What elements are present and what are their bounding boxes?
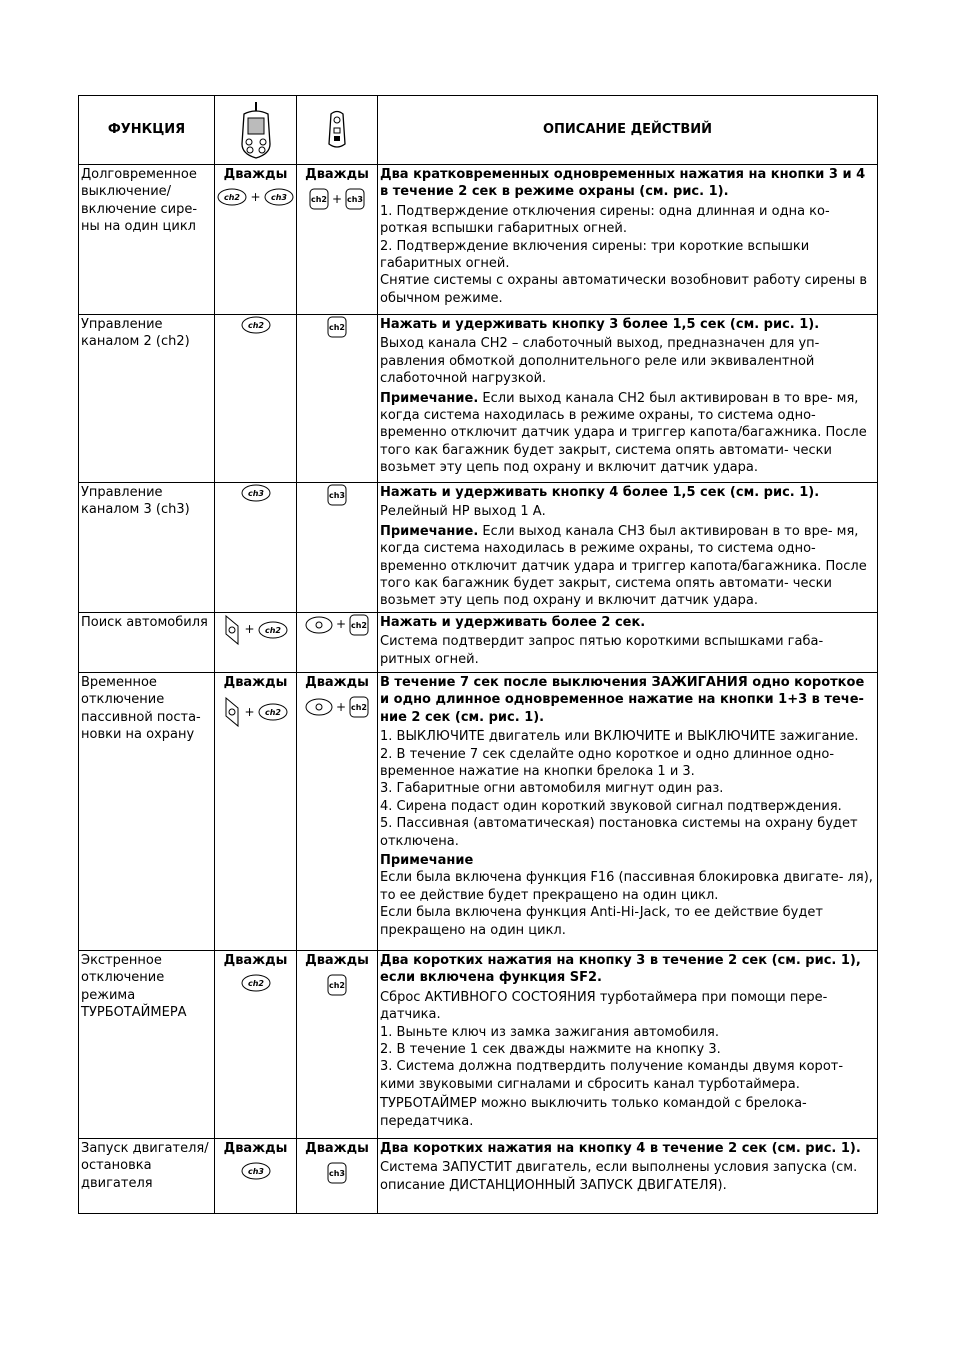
svg-text:ch2: ch2 <box>310 195 327 205</box>
twice-label: Дважды <box>305 675 369 690</box>
svg-text:ch2: ch2 <box>351 621 368 630</box>
svg-text:ch2: ch2 <box>328 981 346 991</box>
lock-button-icon <box>223 614 241 646</box>
description: В течение 7 сек после выключения ЗАЖИГАНИЯ одно короткое и одно длинное одновременное нажатие на кнопки 1+3 в тече- ние 2 сек (см. рис. 1). 1. ВЫКЛЮЧИТЕ двигатель или ВКЛЮЧИТЕ и ВЫКЛЮЧИТЕ зажигание. 2. В течение 7 сек сделайте одно короткое и одно длинное одно- временное нажатие на кнопки брелока 1 и 3. 3. Габаритные огни автомобиля мигнут один раз. 4. Сирена подаст один короткий звуковой сигнал подтверждения. 5. Пассивная (автоматическая) постановка системы на охрану будет отключена. Примечание Если была включена функция F16 (пассивная блокировка двигате- ля), то ее действие будет прекращено на один цикл. Если была включена функция Anti-Hi-Jack, то ее действие будет прекращено на один цикл. <box>378 673 878 951</box>
svg-text:ch2: ch2 <box>264 626 281 635</box>
svg-text:ch3: ch3 <box>347 195 364 205</box>
header-function: ФУНКЦИЯ <box>79 96 215 165</box>
svg-text:ch3: ch3 <box>328 1169 346 1179</box>
svg-text:ch2: ch2 <box>328 323 346 332</box>
ch3-oval-icon <box>264 188 294 206</box>
svg-text:ch3: ch3 <box>247 489 264 498</box>
lock-oval-icon <box>305 698 333 716</box>
ch3-oval-icon <box>241 484 271 502</box>
table-row <box>79 613 878 673</box>
ch2-oval-icon <box>258 703 288 721</box>
svg-text:ch2: ch2 <box>247 321 264 330</box>
remote-2-action <box>297 483 378 613</box>
header-description: ОПИСАНИЕ ДЕЙСТВИЙ <box>378 96 878 165</box>
ch3-square-icon <box>345 188 365 210</box>
description: Нажать и удерживать кнопку 3 более 1,5 сек (см. рис. 1). Выход канала СН2 – слаботочный выход, предназначен для уп- равления обмоткой дополнительного реле или эквивалентной слаботочной нагрузкой. Примечание. Если выход канала СН2 был активирован в то вре- мя, когда система находилась в режиме охраны, то система одно- временно отключит датчик удара и триггер капота/багажника. После того как багажник будет закрыт, система опять автомати- чески возьмет эту цепь под охрану и включит датчик удара. <box>378 315 878 483</box>
description: Два коротких нажатия на кнопку 3 в течение 2 сек (см. рис. 1), если включена функция SF2. Сброс АКТИВНОГО СОСТОЯНИЯ турботаймера при помощи пере- датчика. 1. Выньте ключ из замка зажигания автомобиля. 2. В течение 1 сек дважды нажмите на кнопку 3. 3. Система должна подтвердить получение команды двумя корот- кими звуковыми сигналами и сбросить канал турботаймера. ТУРБОТАЙМЕР можно выключить только командой с брелока- передатчика. <box>378 951 878 1139</box>
twice-label: Дважды <box>223 1141 288 1156</box>
remote-1-column <box>215 96 297 165</box>
table-row <box>79 951 878 1139</box>
table-row <box>79 165 878 315</box>
remote-1-action: + ch2 <box>215 613 297 673</box>
function-name: Управление каналом 2 (ch2) <box>79 315 215 483</box>
table-row <box>79 1139 878 1214</box>
table-header <box>79 96 878 165</box>
remote-2-action <box>297 315 378 483</box>
remote-2-action: + ch2 <box>297 613 378 673</box>
function-name: Поиск автомобиля <box>79 613 215 673</box>
svg-text:ch2: ch2 <box>224 193 241 203</box>
twice-label: Дважды <box>223 953 288 968</box>
ch2-square-icon <box>327 316 347 338</box>
ch3-oval-icon <box>241 1162 271 1180</box>
twice-label: Дважды <box>223 675 288 690</box>
remote-2-action: Дважды ch2 + ch3 <box>297 165 378 315</box>
svg-text:ch3: ch3 <box>247 1167 264 1177</box>
svg-text:ch2: ch2 <box>351 703 368 713</box>
ch2-square-icon <box>349 614 369 636</box>
ch2-square-icon <box>309 188 329 210</box>
twice-label: Дважды <box>305 167 369 182</box>
ch2-square-icon <box>349 696 369 718</box>
lock-oval-icon <box>305 616 333 634</box>
remote-1-action <box>215 315 297 483</box>
remote-2-action <box>297 951 378 1139</box>
ch2-oval-icon <box>241 316 271 334</box>
svg-text:ch3: ch3 <box>328 491 346 500</box>
remote-1-action <box>215 1139 297 1214</box>
table-row <box>79 673 878 951</box>
ch3-square-icon <box>327 484 347 506</box>
twice-label: Дважды <box>305 953 369 968</box>
remote-2-action: Дважды + ch2 <box>297 673 378 951</box>
table-row <box>79 315 878 483</box>
key-fob-icon <box>325 108 349 152</box>
remote-1-action <box>215 483 297 613</box>
twice-label: Дважды <box>305 1141 369 1156</box>
ch2-oval-icon <box>241 974 271 992</box>
table-row <box>79 483 878 613</box>
ch3-square-icon <box>327 1162 347 1184</box>
remote-1-action: Дважды ch2 + ch3 <box>215 165 297 315</box>
svg-text:ch2: ch2 <box>264 708 281 718</box>
function-name: Экстренное отключение режима ТУРБОТАЙМЕРА <box>79 951 215 1139</box>
remote-1-action <box>215 951 297 1139</box>
remote-2-column <box>297 96 378 165</box>
function-name: Запуск двигателя/ остановка двигателя <box>79 1139 215 1214</box>
svg-text:ch3: ch3 <box>270 193 287 203</box>
remote-2-action <box>297 1139 378 1214</box>
functions-table <box>78 95 878 1214</box>
ch2-oval-icon <box>258 621 288 639</box>
function-name: Управление каналом 3 (ch3) <box>79 483 215 613</box>
lock-button-icon <box>223 696 241 728</box>
remote-1-action: Дважды + ch2 <box>215 673 297 951</box>
twice-label: Дважды <box>223 167 288 182</box>
lcd-remote-icon <box>236 100 276 160</box>
function-name: Долговременное выключение/ включение сире- ны на один цикл <box>79 165 215 315</box>
description: Нажать и удерживать кнопку 4 более 1,5 сек (см. рис. 1). Релейный НР выход 1 А. Примечание. Если выход канала СН3 был активирован в то вре- мя, когда система находилась в режиме охраны, то система одно- временно отключит датчик удара и триггер капота/багажника. После того как багажник будет закрыт, система опять автомати- чески возьмет эту цепь под охрану и включит датчик удара. <box>378 483 878 613</box>
description: Два кратковременных одновременных нажатия на кнопки 3 и 4 в течение 2 сек в режиме охраны (см. рис. 1). 1. Подтверждение отключения сирены: одна длинная и одна ко- роткая вспышки габаритных огней. 2. Подтверждение включения сирены: три короткие вспышки габаритных огней. Снятие системы с охраны автоматически возобновит работу сирены в обычном режиме. <box>378 165 878 315</box>
ch2-square-icon <box>327 974 347 996</box>
svg-text:ch2: ch2 <box>247 979 264 989</box>
function-name: Временное отключение пассивной поста- новки на охрану <box>79 673 215 951</box>
ch2-oval-icon <box>217 188 247 206</box>
description: Два коротких нажатия на кнопку 4 в течение 2 сек (см. рис. 1). Система ЗАПУСТИТ двигатель, если выполнены условия запуска (см. описание ДИСТАНЦИОННЫЙ ЗАПУСК ДВИГАТЕЛЯ). <box>378 1139 878 1214</box>
description: Нажать и удерживать более 2 сек. Система подтвердит запрос пятью короткими вспышками габа- ритных огней. <box>378 613 878 673</box>
